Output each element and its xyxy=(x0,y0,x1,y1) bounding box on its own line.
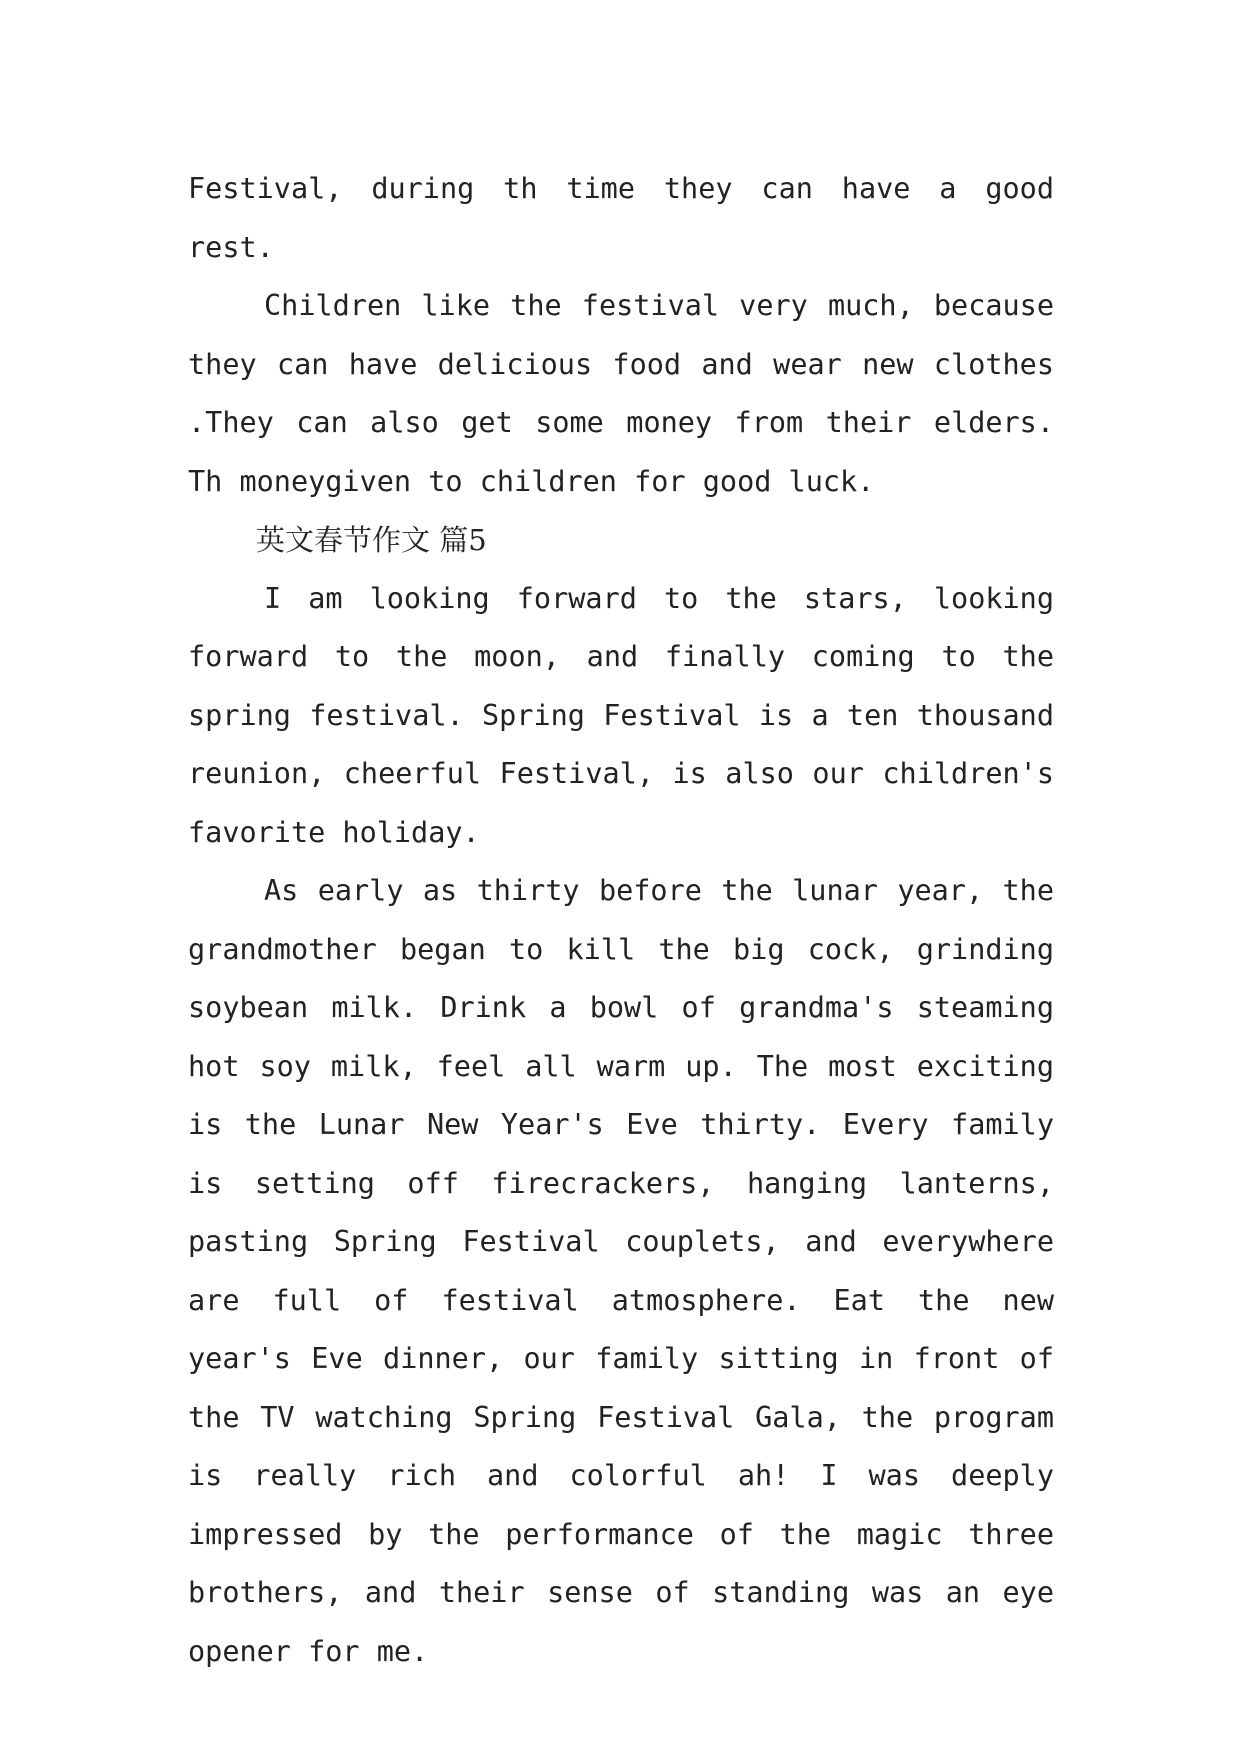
paragraph-festival-rest: Festival, during th time they can have a good rest. xyxy=(188,172,1054,264)
document-body xyxy=(188,160,1054,1681)
paragraph-looking-forward: I am looking forward to the stars, looking forward to the moon, and finally coming to the spring festival. Spring Festival is a ten thousand reunion, cheerful Festival, is also our children's favorite holiday. xyxy=(188,581,1054,849)
section-heading: 英文春节作文 篇5 xyxy=(256,523,487,557)
paragraph-children-festival: Children like the festival very much, because they can have delicious food and wear new clothes .They can also get some money from their elders. Th moneygiven to children for good luck. xyxy=(188,289,1054,498)
paragraph-lunar-new-year-eve: As early as thirty before the lunar year, the grandmother began to kill the big cock, grinding soybean milk. Drink a bowl of grandma's steaming hot soy milk, feel all warm up. The most exciting is the Lunar New Year's Eve thirty. Every family is setting off firecrackers, hanging lanterns, pasting Spring Festival couplets, and everywhere are full of festival atmosphere. Eat the new year's Eve dinner, our family sitting in front of the TV watching Spring Festival Gala, the program is really rich and colorful ah! I was deeply impressed by the performance of the magic three brothers, and their sense of standing was an eye opener for me. xyxy=(188,874,1054,1668)
